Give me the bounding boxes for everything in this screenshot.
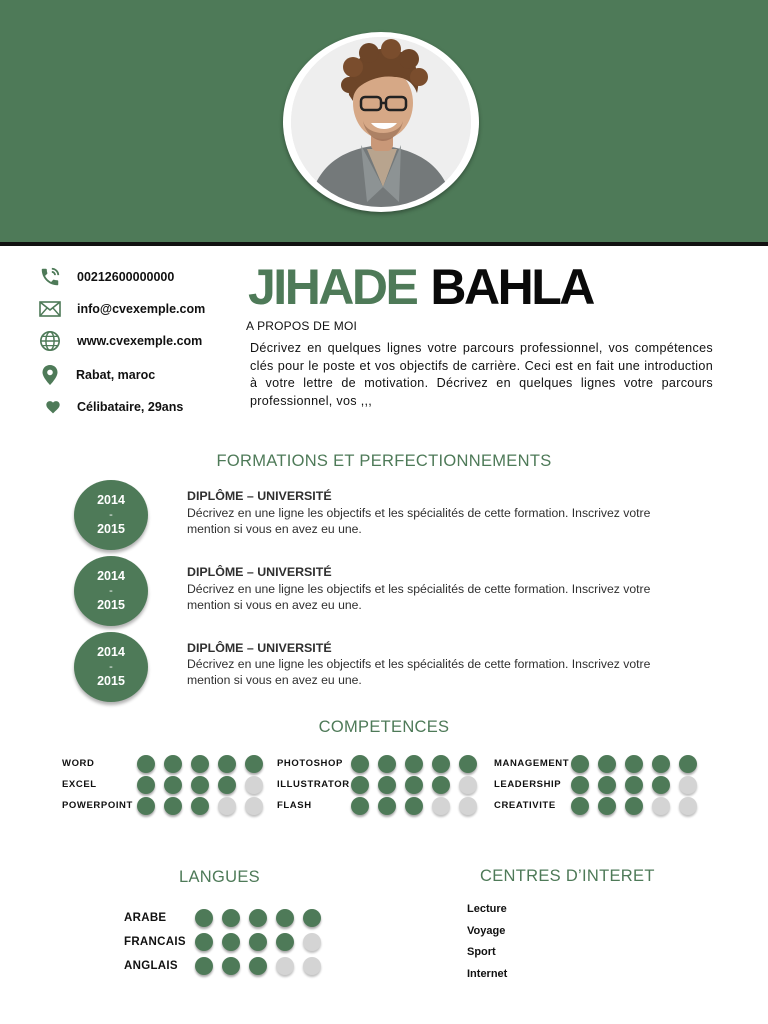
education-end-year: 2015 (97, 674, 125, 688)
skill-rating-dot (218, 797, 236, 815)
skill-rating-dot (571, 797, 589, 815)
skill-rating-dot (218, 755, 236, 773)
skill-rating-dot (405, 776, 423, 794)
skill-label: POWERPOINT (62, 800, 133, 811)
contact-location (0, 362, 230, 388)
education-date-badge (74, 556, 148, 626)
education-degree: DIPLÔME – UNIVERSITÉ (187, 489, 332, 503)
heart-icon (41, 395, 65, 419)
avatar (291, 37, 471, 207)
language-rating-dot (195, 909, 213, 927)
skill-label: PHOTOSHOP (277, 758, 343, 769)
skill-rating-dot (679, 755, 697, 773)
education-start-year: 2014 (97, 568, 125, 583)
contact-phone (0, 264, 230, 290)
about-paragraph: Décrivez en quelques lignes votre parcours professionnel, vos compétences clés pour le poste et vos objectifs de carrière. Ceci est en fait une introduction à votre lettre de motivation. Décrivez en quelques lignes votre parcours professionnel, vos ,,, (250, 341, 713, 408)
skill-rating-dot (164, 776, 182, 794)
skill-rating-dot (351, 755, 369, 773)
skill-label: LEADERSHIP (494, 779, 562, 790)
interest-item: Sport (467, 946, 496, 958)
contact-text: 00212600000000 (77, 270, 175, 284)
language-rating-dot (303, 957, 321, 975)
skill-rating-dot (164, 755, 182, 773)
skill-rating-dot (459, 755, 477, 773)
skill-label: MANAGEMENT (494, 758, 570, 769)
skill-rating-dot (432, 755, 450, 773)
about-heading: A PROPOS DE MOI (246, 319, 358, 333)
education-date-separator: - (109, 509, 113, 521)
skill-rating-dot (679, 797, 697, 815)
contact-status (0, 394, 230, 420)
interest-item: Lecture (467, 903, 507, 915)
skill-rating-dot (652, 797, 670, 815)
skill-rating-dot (459, 797, 477, 815)
header-divider (0, 242, 768, 246)
skill-rating-dot (245, 755, 263, 773)
skill-rating-dot (679, 776, 697, 794)
skill-rating-dot (164, 797, 182, 815)
education-date-separator: - (109, 585, 113, 597)
skill-rating-dot (218, 776, 236, 794)
education-section-title: FORMATIONS ET PERFECTIONNEMENTS (216, 452, 552, 470)
language-rating-dot (276, 957, 294, 975)
language-rating-dot (195, 957, 213, 975)
interests-section-title: CENTRES D’INTERET (480, 867, 655, 885)
skill-rating-dot (245, 797, 263, 815)
education-date-badge (74, 632, 148, 702)
education-end-year: 2015 (97, 522, 125, 536)
skill-rating-dot (571, 776, 589, 794)
portrait-image (291, 37, 471, 207)
skill-rating-dot (351, 776, 369, 794)
skill-rating-dot (432, 776, 450, 794)
globe-icon (38, 329, 62, 353)
profile-photo (283, 32, 479, 212)
language-label: ARABE (124, 912, 167, 924)
skill-rating-dot (405, 755, 423, 773)
skill-rating-dot (245, 776, 263, 794)
skill-label: CREATIVITE (494, 800, 556, 811)
skill-rating-dot (191, 755, 209, 773)
skill-label: ILLUSTRATOR (277, 779, 350, 790)
skills-section-title: COMPETENCES (318, 718, 450, 736)
skill-rating-dot (652, 776, 670, 794)
skill-rating-dot (598, 797, 616, 815)
skill-rating-dot (191, 776, 209, 794)
language-rating-dot (249, 909, 267, 927)
skill-rating-dot (137, 755, 155, 773)
education-degree: DIPLÔME – UNIVERSITÉ (187, 641, 332, 655)
language-rating-dot (276, 933, 294, 951)
skill-rating-dot (378, 776, 396, 794)
education-start-year: 2014 (97, 644, 125, 659)
mail-icon (38, 297, 62, 321)
contact-text: Célibataire, 29ans (77, 400, 184, 414)
skill-rating-dot (378, 797, 396, 815)
skill-rating-dot (598, 755, 616, 773)
skill-rating-dot (137, 776, 155, 794)
education-end-year: 2015 (97, 598, 125, 612)
skill-rating-dot (571, 755, 589, 773)
language-rating-dot (303, 933, 321, 951)
language-rating-dot (195, 933, 213, 951)
contact-website[interactable] (0, 328, 230, 354)
language-rating-dot (222, 909, 240, 927)
skill-rating-dot (625, 776, 643, 794)
education-date-separator: - (109, 661, 113, 673)
skill-label: EXCEL (62, 779, 97, 790)
contact-text: info@cvexemple.com (77, 302, 206, 316)
language-rating-dot (249, 957, 267, 975)
full-name (248, 259, 593, 315)
language-rating-dot (222, 933, 240, 951)
skill-rating-dot (652, 755, 670, 773)
interest-item: Internet (467, 968, 508, 980)
first-name: JIHADE (248, 259, 417, 315)
language-rating-dot (276, 909, 294, 927)
skill-rating-dot (625, 755, 643, 773)
phone-icon (38, 265, 62, 289)
education-date-badge (74, 480, 148, 550)
language-label: ANGLAIS (124, 960, 178, 972)
contact-email[interactable] (0, 296, 230, 322)
language-rating-dot (249, 933, 267, 951)
languages-section-title: LANGUES (179, 868, 260, 886)
interest-item: Voyage (467, 925, 506, 937)
contact-text: www.cvexemple.com (77, 334, 203, 348)
education-start-year: 2014 (97, 492, 125, 507)
skill-rating-dot (405, 797, 423, 815)
skill-rating-dot (191, 797, 209, 815)
language-label: FRANCAIS (124, 936, 186, 948)
education-description: Décrivez en une ligne les objectifs et les spécialités de cette formation. Inscrivez votre mention si vous en avez eu une. (187, 657, 651, 687)
contact-text: Rabat, maroc (76, 368, 156, 382)
skill-rating-dot (598, 776, 616, 794)
skill-rating-dot (137, 797, 155, 815)
skill-label: WORD (62, 758, 95, 769)
location-pin-icon (38, 363, 62, 387)
language-rating-dot (222, 957, 240, 975)
skill-rating-dot (351, 797, 369, 815)
education-description: Décrivez en une ligne les objectifs et les spécialités de cette formation. Inscrivez votre mention si vous en avez eu une. (187, 506, 651, 536)
skill-label: FLASH (277, 800, 312, 811)
language-rating-dot (303, 909, 321, 927)
skill-rating-dot (625, 797, 643, 815)
education-degree: DIPLÔME – UNIVERSITÉ (187, 565, 332, 579)
education-description: Décrivez en une ligne les objectifs et les spécialités de cette formation. Inscrivez votre mention si vous en avez eu une. (187, 582, 651, 612)
skill-rating-dot (459, 776, 477, 794)
last-name: BAHLA (430, 259, 593, 315)
skill-rating-dot (378, 755, 396, 773)
skill-rating-dot (432, 797, 450, 815)
